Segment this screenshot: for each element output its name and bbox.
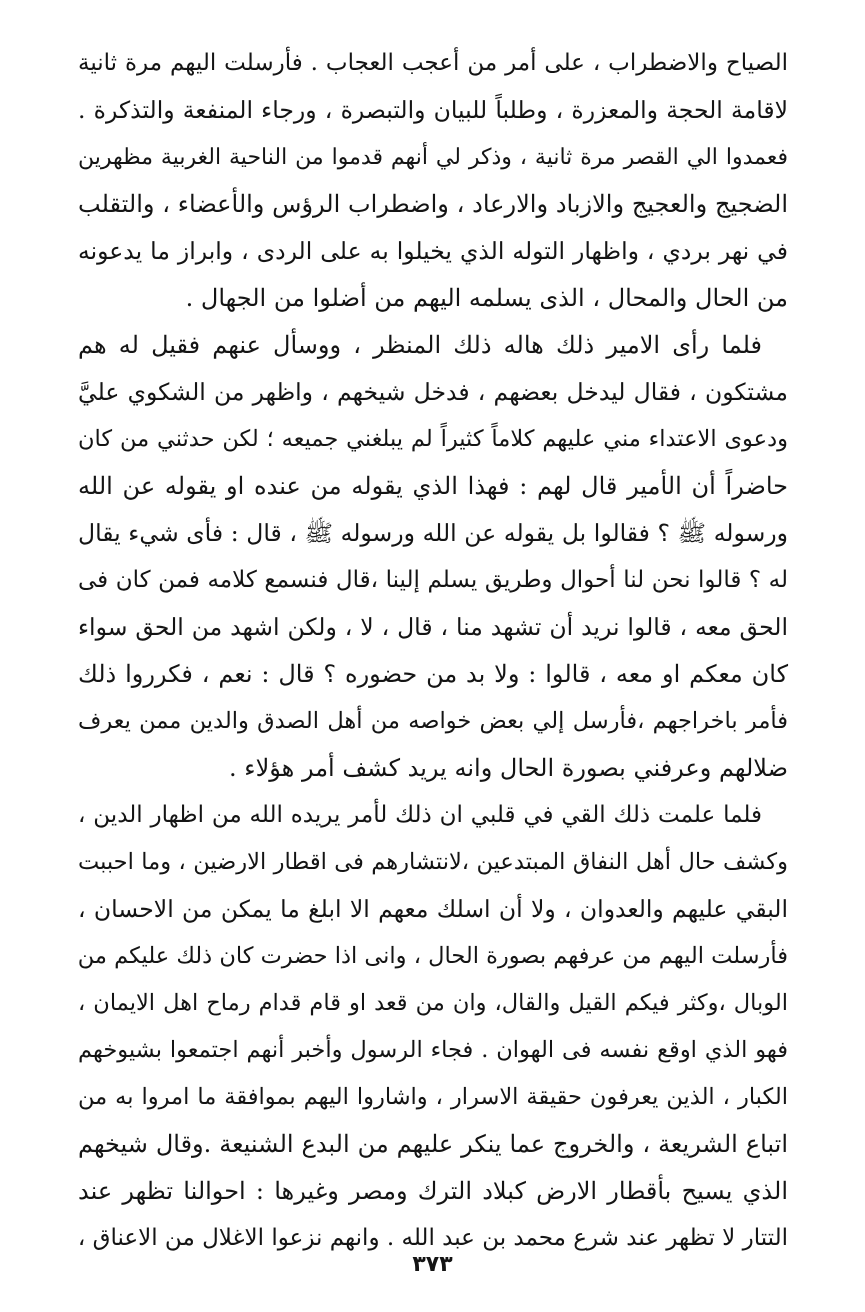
text-line: البقي عليهم والعدوان ، ولا أن اسلك معهم الا ابلغ ما يمكن من الاحسان ، [78,895,788,923]
text-line-last: ضلالهم وعرفني بصورة الحال وانه يريد كشف أمر هؤلاء . [229,754,788,782]
text-line: الحق معه ، قالوا نريد أن تشهد منا ، قال ، لا ، ولكن اشهد من الحق سواء [78,613,788,641]
text-line: ورسوله ﷺ ؟ فقالوا بل يقوله عن الله ورسوله ﷺ ، قال : فأى شيء يقال [78,519,788,547]
text-line: التتار لا تظهر عند شرع محمد بن عبد الله . وانهم نزعوا الاغلال من الاعناق ، [77,1225,788,1251]
text-line: الصياح والاضطراب ، على أمر من أعجب العجاب . فأرسلت اليهم مرة ثانية [78,50,788,76]
text-line: لاقامة الحجة والمعزرة ، وطلباً للبيان والتبصرة ، ورجاء المنفعة والتذكرة . [78,96,788,124]
text-line: فهو الذي اوقع نفسه فى الهوان . فجاء الرسول وأخبر أنهم اجتمعوا بشيوخهم [78,1037,788,1063]
text-line: الكبار ، الذين يعرفون حقيقة الاسرار ، واشاروا اليهم بموافقة ما امروا به من [78,1084,788,1110]
text-line: الوبال ،وكثر فيكم القيل والقال، وان من قعد او قام قدام رماح اهل الايمان ، [78,990,788,1016]
paragraph-3 [78,792,788,1262]
document-page [78,40,788,1262]
text-line: اتباع الشريعة ، والخروج عما ينكر عليهم من البدع الشنيعة .وقال شيخهم [78,1130,788,1158]
text-line: في نهر بردي ، واظهار التوله الذي يخيلوا به على الردى ، وابراز ما يدعونه [78,237,788,265]
page-number: ٣٧٣ [412,1252,453,1277]
text-line: فعمدوا الي القصر مرة ثانية ، وذكر لي أنهم قدموا من الناحية الغربية مظهرين [78,145,788,170]
text-line: وكشف حال أهل النفاق المبتدعين ،لانتشارهم فى اقطار الارضين ، وما احببت [78,849,788,875]
paragraph-1 [78,40,788,322]
text-line: له ؟ قالوا نحن لنا أحوال وطريق يسلم إلينا ،قال فنسمع كلامه فمن كان فى [78,567,788,593]
text-line: كان معكم او معه ، قالوا : ولا بد من حضوره ؟ قال : نعم ، فكرروا ذلك [78,660,788,688]
text-line-first: فلما علمت ذلك القي في قلبي ان ذلك لأمر يريده الله من اظهار الدين ، [78,802,762,828]
text-line: الذي يسيح بأقطار الارض كبلاد الترك ومصر وغيرها : احوالنا تظهر عند [78,1177,788,1205]
text-line: حاضراً أن الأمير قال لهم : فهذا الذي يقوله من عنده او يقوله عن الله [78,472,788,500]
paragraph-2 [78,322,788,792]
text-line: مشتكون ، فقال ليدخل بعضهم ، فدخل شيخهم ، واظهر من الشكوي عليَّ [78,378,788,406]
text-line: فأرسلت اليهم من عرفهم بصورة الحال ، وانى اذا حضرت كان ذلك عليكم من [77,943,788,969]
text-line-first: فلما رأى الامير ذلك هاله ذلك المنظر ، ووسأل عنهم فقيل له هم [78,331,762,359]
text-line: ودعوى الاعتداء مني عليهم كلاماً كثيراً لم يبلغني جميعه ؛ لكن حدثني من كان [78,426,788,452]
text-line-last: من الحال والمحال ، الذى يسلمه اليهم من أضلوا من الجهال . [185,284,788,312]
text-line: فأمر باخراجهم ،فأرسل إلي بعض خواصه من أهل الصدق والدين ممن يعرف [78,708,788,734]
text-line: الضجيج والعجيج والازباد والارعاد ، واضطراب الرؤس والأعضاء ، والتقلب [78,190,788,218]
